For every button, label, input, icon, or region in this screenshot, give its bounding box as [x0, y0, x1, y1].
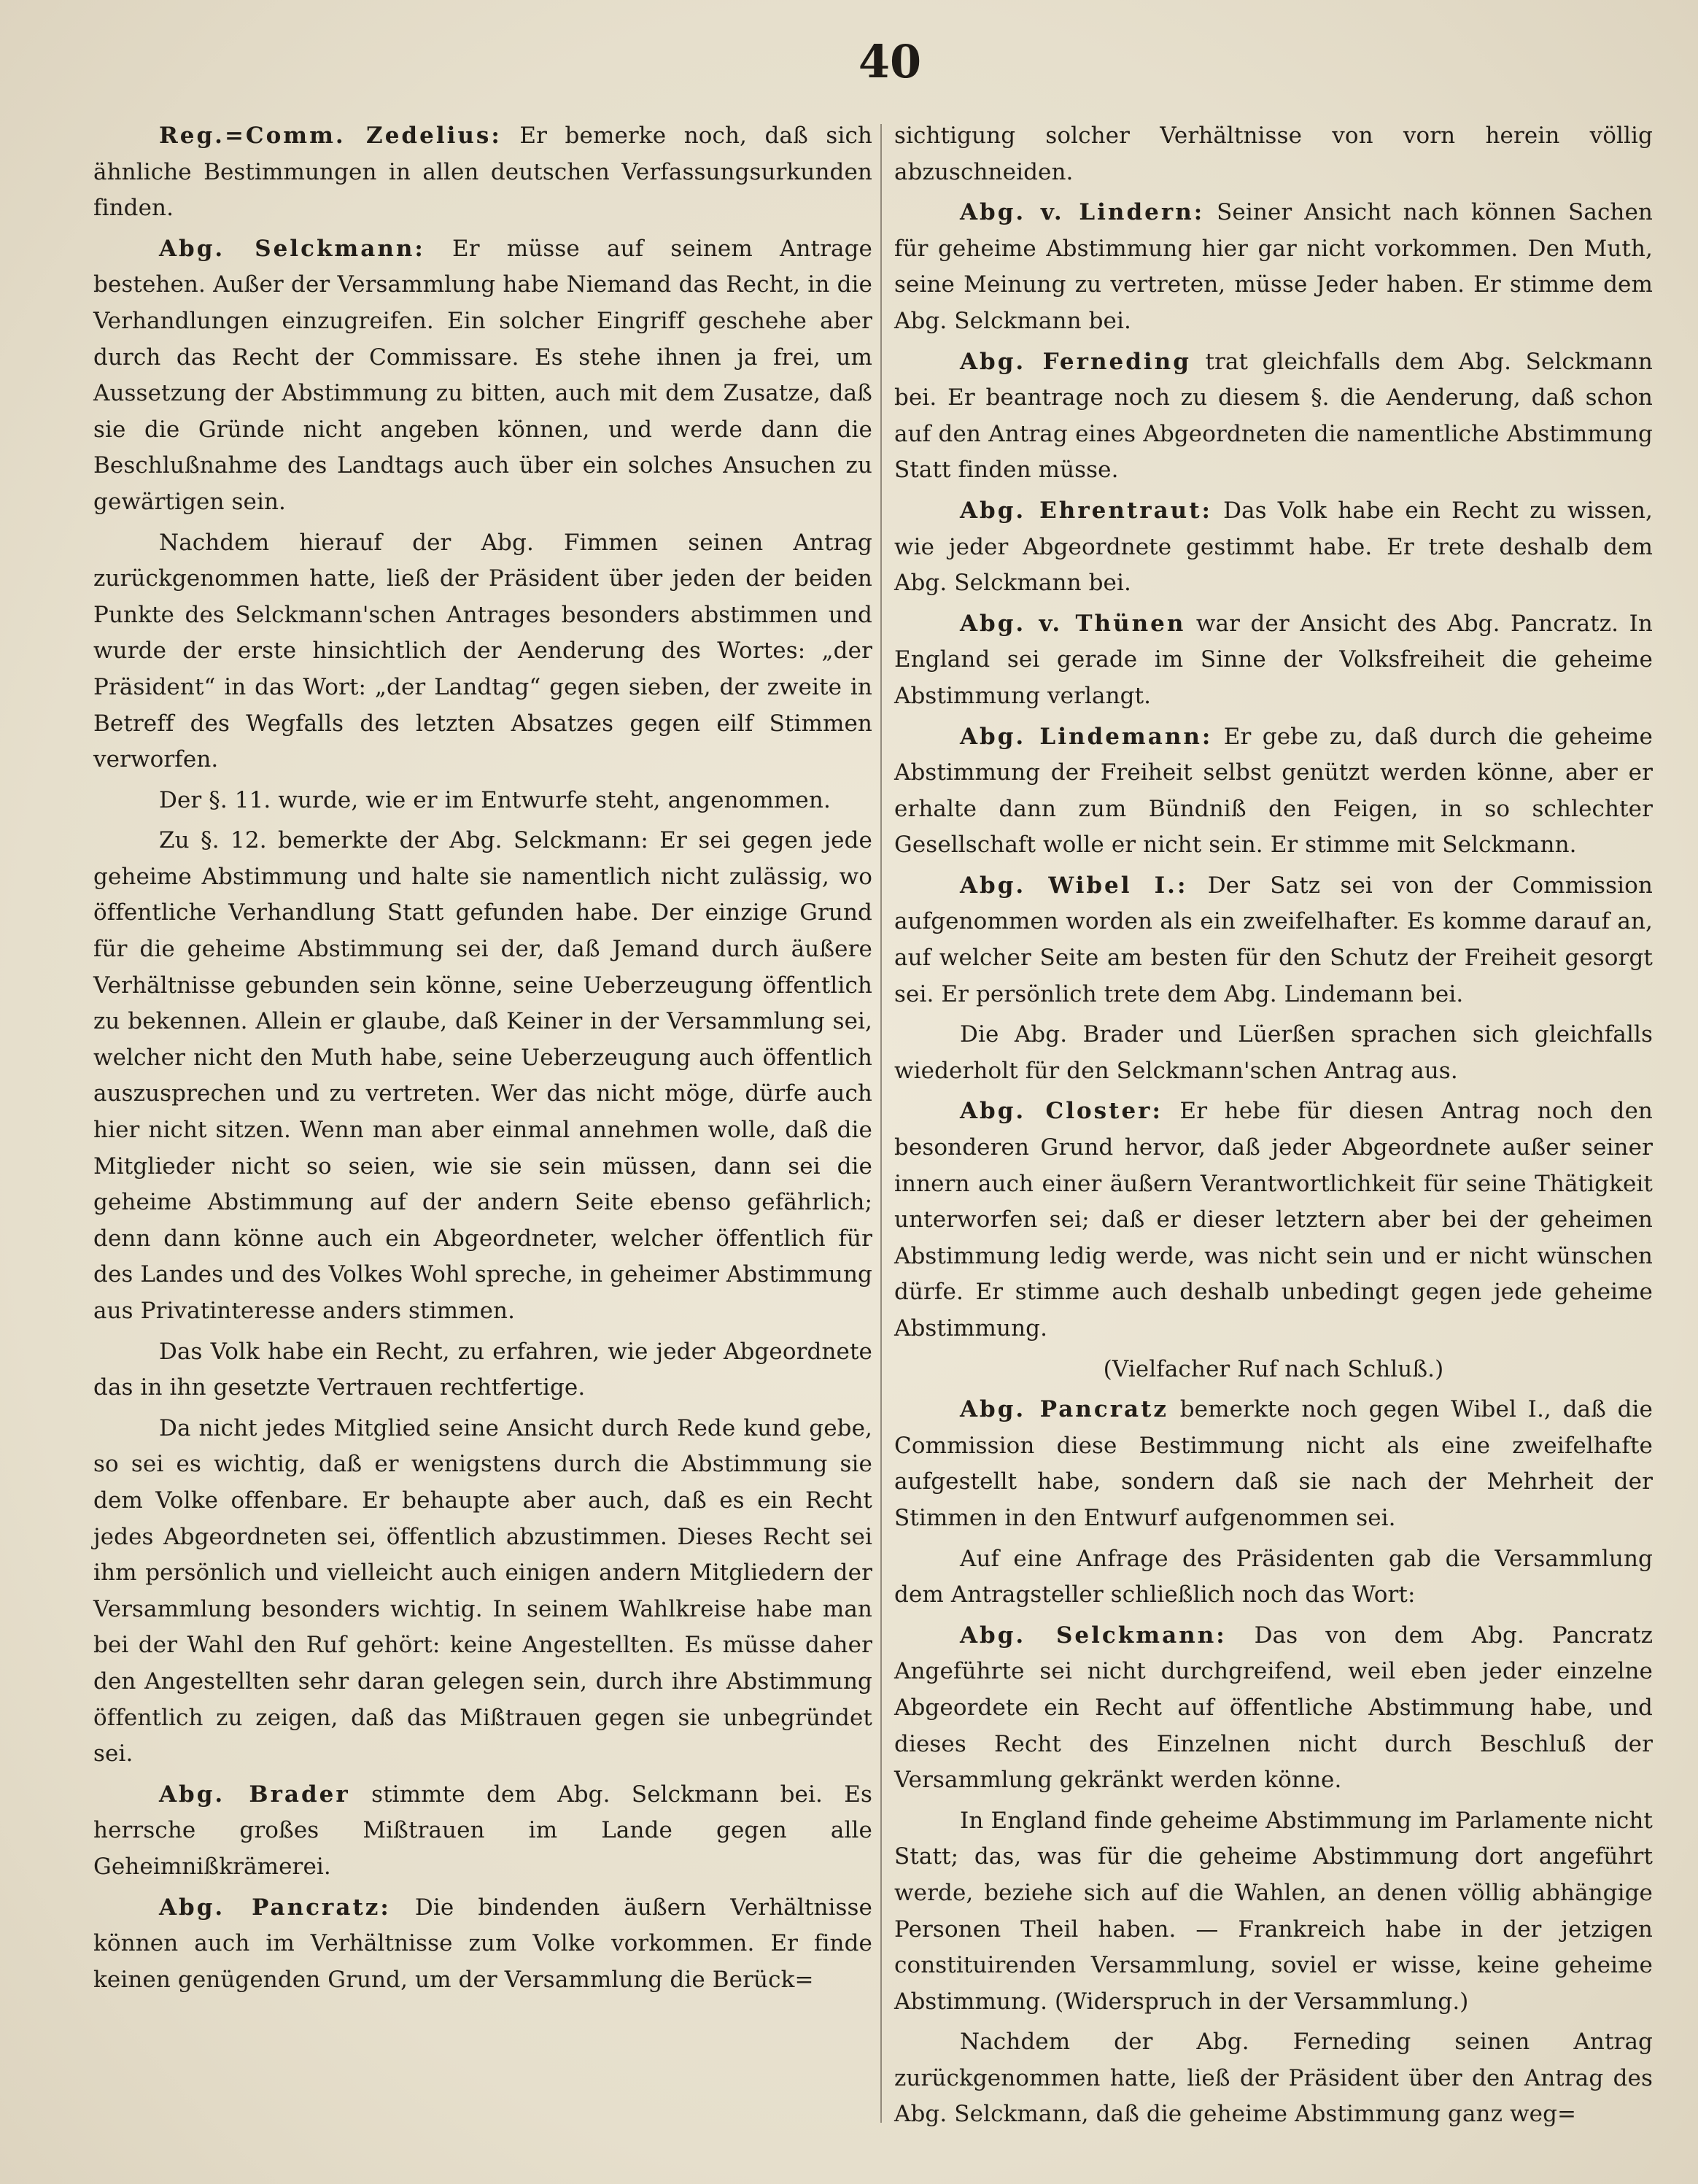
paragraph-text: trat gleichfalls dem Abg. Selckmann bei. Er beantrage noch zu diesem §. die Aenderung, daß schon auf den Antrag eines Abgeordneten die namentliche Abstimmung Statt finden müsse.: [894, 348, 1653, 484]
paragraph: [93, 525, 872, 778]
column-divider: [880, 124, 882, 2123]
paragraph: [93, 1411, 872, 1773]
paragraph-text: sichtigung solcher Verhältnisse von vorn herein völlig abzuschneiden.: [894, 123, 1653, 185]
speaker-name: Abg. Brader: [159, 1781, 350, 1808]
paragraph-text: Das von dem Abg. Pancratz Angeführte sei nicht durchgreifend, weil eben jeder einzelne Abgeordete ein Recht auf öffentliche Abstimmung habe, und dieses Recht des Einzelnen nicht durch Beschluß der Versammlung gekränkt werden könne.: [894, 1622, 1654, 1794]
paragraph: [894, 2024, 1653, 2133]
paragraph: [93, 1334, 872, 1406]
paragraph-text: Das Volk habe ein Recht zu wissen, wie jeder Abgeordnete gestimmt habe. Er trete deshalb dem Abg. Selckmann bei.: [894, 497, 1653, 597]
paragraph-text: Der §. 11. wurde, wie er im Entwurfe steht, angenommen.: [159, 786, 831, 813]
paragraph-text: Seiner Ansicht nach können Sachen für geheime Abstimmung hier gar nicht vorkommen. Den Muth, seine Meinung zu vertreten, müsse Jeder haben. Er stimme dem Abg. Selckmann bei.: [894, 199, 1653, 334]
paragraph: [894, 1017, 1653, 1089]
paragraph-text: (Vielfacher Ruf nach Schluß.): [1103, 1355, 1444, 1382]
speaker-name: Abg. Selckmann:: [159, 235, 425, 262]
speaker-name: Abg. Wibel I.:: [960, 872, 1188, 899]
paragraph-text: war der Ansicht des Abg. Pancratz. In England sei gerade im Sinne der Volksfreiheit die geheime Abstimmung verlangt.: [894, 610, 1653, 709]
paragraph-text: In England finde geheime Abstimmung im Parlamente nicht Statt; das, was für die geheime Abstimmung dort angeführt werde, beziehe sich auf die Wahlen, an denen völlig abhängige Personen Theil haben. — Frankreich habe in der jetzigen constituirenden Versammlung, soviel er wisse, keine geheime Abstimmung. (Widerspruch in der Versammlung.): [894, 1807, 1653, 2015]
speaker-name: Reg.=Comm. Zedelius:: [159, 123, 502, 149]
paragraph: [894, 118, 1653, 190]
paragraph: [894, 1618, 1653, 1799]
paragraph: [894, 1541, 1653, 1614]
paragraph: [894, 493, 1653, 602]
paragraph: [93, 1890, 872, 1999]
paragraph-text: bemerkte noch gegen Wibel I., daß die Commission diese Bestimmung nicht als eine zweifelhafte aufgestellt habe, sondern daß sie nach der Mehrheit der Stimmen in den Entwurf aufgenommen sei.: [894, 1396, 1653, 1531]
paragraph-text: Er müsse auf seinem Antrage bestehen. Außer der Versammlung habe Niemand das Recht, in die Verhandlungen einzugreifen. Ein solcher Eingriff geschehe aber durch das Recht der Commissare. Es stehe ihnen ja frei, um Aussetzung der Abstimmung zu bitten, auch mit dem Zusatze, daß sie die Gründe nicht angeben können, und werde dann die Beschlußnahme des Landtags auch über ein solches Ansuchen zu gewärtigen sein.: [93, 235, 872, 515]
speaker-name: Abg. Ferneding: [960, 348, 1191, 375]
paragraph: [894, 344, 1653, 489]
paragraph: [894, 1803, 1653, 2021]
paragraph-text: Er gebe zu, daß durch die geheime Abstimmung der Freiheit selbst genützt werden könne, aber er erhalte dann zum Bündniß den Feigen, in so schlechter Gesellschaft wolle er nicht sein. Er stimme mit Selckmann.: [894, 723, 1653, 859]
right-column: [894, 118, 1653, 2137]
paragraph: [894, 868, 1653, 1012]
paragraph: [93, 783, 872, 819]
paragraph-text: Die Abg. Brader und Lüerßen sprachen sich gleichfalls wiederholt für den Selckmann'schen Antrag aus.: [894, 1021, 1653, 1084]
paragraph-text: Auf eine Anfrage des Präsidenten gab die Versammlung dem Antragsteller schließlich noch das Wort:: [894, 1545, 1653, 1608]
paragraph: [93, 231, 872, 521]
paragraph: [894, 1392, 1653, 1536]
paragraph: [894, 719, 1653, 864]
paragraph-text: Nachdem hierauf der Abg. Fimmen seinen Antrag zurückgenommen hatte, ließ der Präsident über jeden der beiden Punkte des Selckmann'schen Antrages besonders abstimmen und wurde der erste hinsichtlich der Aenderung des Wortes: „der Präsident“ in das Wort: „der Landtag“ gegen sieben, der zweite in Betreff des Wegfalls des letzten Absatzes gegen eilf Stimmen verworfen.: [93, 529, 872, 773]
page-number: 40: [858, 35, 922, 88]
speaker-name: Abg. v. Thünen: [960, 610, 1186, 637]
paragraph-text: Er bemerke noch, daß sich ähnliche Bestimmungen in allen deutschen Verfassungsurkunden finden.: [93, 123, 872, 222]
paragraph-text: Er hebe für diesen Antrag noch den besonderen Grund hervor, daß jeder Abgeordnete außer seiner innern auch einer äußern Verantwortlichkeit für seine Thätigkeit unterworfen sei; daß er dieser letztern aber bei der geheimen Abstimmung ledig werde, was nicht sein und er nicht wünschen dürfe. Er stimme auch deshalb unbedingt gegen jede geheime Abstimmung.: [894, 1098, 1653, 1341]
paragraph: [894, 195, 1653, 339]
paragraph-text: stimmte dem Abg. Selckmann bei. Es herrsche großes Mißtrauen im Lande gegen alle Geheimnißkrämerei.: [93, 1781, 872, 1880]
speaker-name: Abg. Pancratz:: [159, 1894, 391, 1921]
speaker-name: Abg. Selckmann:: [960, 1622, 1227, 1649]
left-column: [93, 118, 872, 2002]
speaker-name: Abg. Closter:: [960, 1098, 1163, 1125]
speaker-name: Abg. Ehrentraut:: [960, 497, 1212, 524]
speaker-name: Abg. Lindemann:: [960, 723, 1213, 750]
paragraph: [894, 1352, 1653, 1388]
paragraph-text: Die bindenden äußern Verhältnisse können auch im Verhältnisse zum Volke vorkommen. Er finde keinen genügenden Grund, um der Versammlung die Berück=: [93, 1894, 872, 1993]
speaker-name: Abg. v. Lindern:: [960, 199, 1205, 226]
paragraph: [93, 118, 872, 227]
paragraph: [894, 606, 1653, 715]
paragraph-text: Das Volk habe ein Recht, zu erfahren, wie jeder Abgeordnete das in ihn gesetzte Vertrauen rechtfertige.: [93, 1338, 872, 1401]
speaker-name: Abg. Pancratz: [960, 1396, 1169, 1423]
paragraph: [93, 1777, 872, 1886]
paragraph: [894, 1093, 1653, 1347]
paragraph: [93, 823, 872, 1329]
paragraph-text: Da nicht jedes Mitglied seine Ansicht durch Rede kund gebe, so sei es wichtig, daß er wenigstens durch die Abstimmung sie dem Volke offenbare. Er behaupte aber auch, daß es ein Recht jedes Abgeordneten sei, öffentlich abzustimmen. Dieses Recht sei ihm persönlich und vielleicht auch einigen andern Mitgliedern der Versammlung besonders wichtig. In seinem Wahlkreise habe man bei der Wahl den Ruf gehört: keine Angestellten. Es müsse daher den Angestellten sehr daran gelegen sein, durch ihre Abstimmung öffentlich zu zeigen, daß das Mißtrauen gegen sie unbegründet sei.: [93, 1414, 872, 1767]
paragraph-text: Der Satz sei von der Commission aufgenommen worden als ein zweifelhafter. Es komme darauf an, auf welcher Seite am besten für den Schutz der Freiheit gesorgt sei. Er persönlich trete dem Abg. Lindemann bei.: [894, 872, 1653, 1007]
paragraph-text: Nachdem der Abg. Ferneding seinen Antrag zurückgenommen hatte, ließ der Präsident über den Antrag des Abg. Selckmann, daß die geheime Abstimmung ganz weg=: [894, 2029, 1653, 2128]
paragraph-text: Zu §. 12. bemerkte der Abg. Selckmann: Er sei gegen jede geheime Abstimmung und halte sie namentlich nicht zulässig, wo öffentliche Verhandlung Statt gefunden habe. Der einzige Grund für die geheime Abstimmung sei der, daß Jemand durch äußere Verhältnisse gebunden sein könne, seine Ueberzeugung öffentlich zu bekennen. Allein er glaube, daß Keiner in der Versammlung sei, welcher nicht den Muth habe, seine Ueberzeugung auch öffentlich auszusprechen und zu vertreten. Wer das nicht möge, dürfe auch hier nicht sitzen. Wenn man aber einmal annehmen wolle, daß die Mitglieder nicht so seien, wie sie sein müssen, dann sei die geheime Abstimmung auf der andern Seite ebenso gefährlich; denn dann könne auch ein Abgeordneter, welcher öffentlich für des Landes und des Volkes Wohl spreche, in geheimer Abstimmung aus Privatinteresse anders stimmen.: [93, 827, 872, 1324]
